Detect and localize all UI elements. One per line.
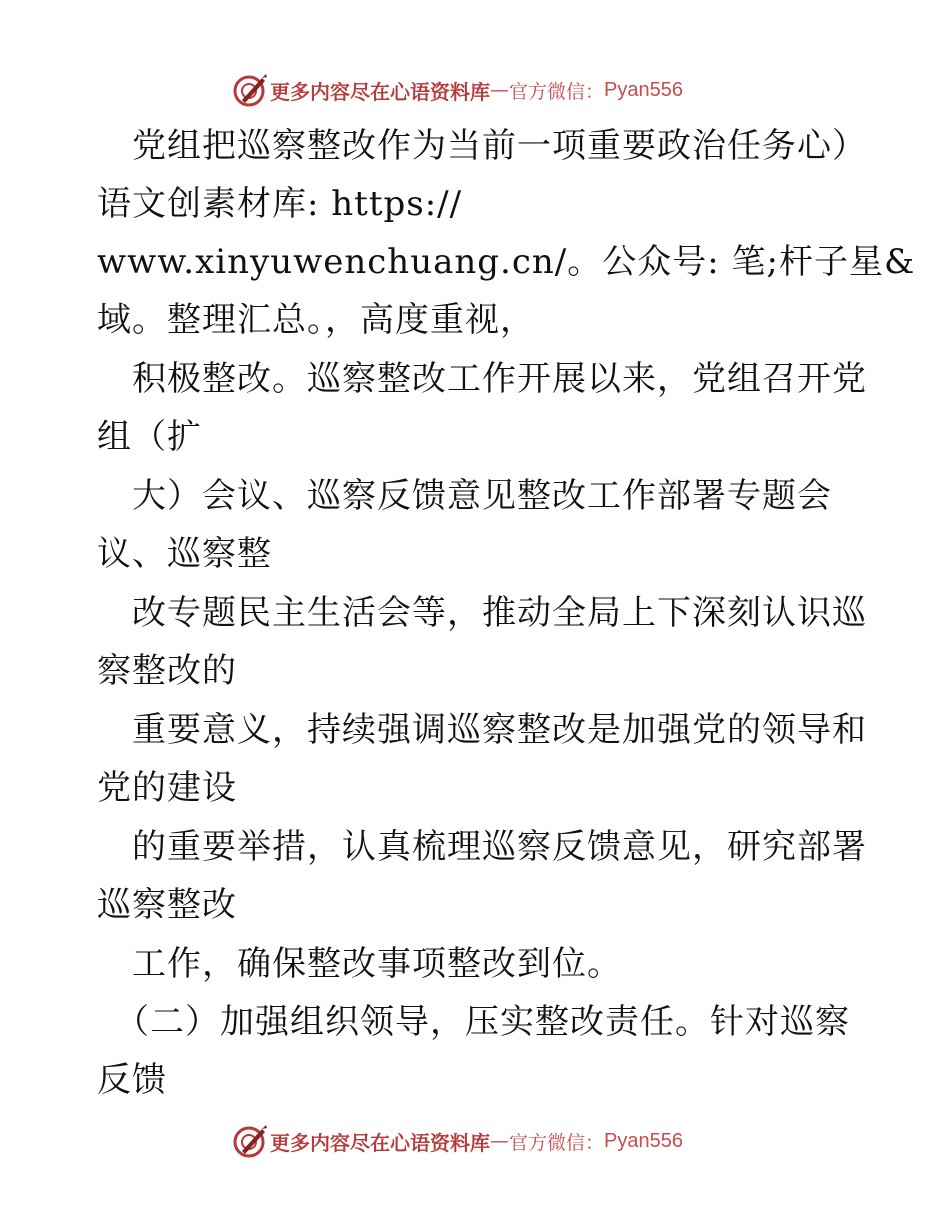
text-line: （二）加强组织领导，压实整改责任。针对巡察 xyxy=(97,1002,850,1042)
text-line: 议、巡察整 xyxy=(97,534,272,574)
text-line: 察整改的 xyxy=(97,651,237,691)
text-line: 巡察整改 xyxy=(97,885,237,925)
pen-logo-icon xyxy=(232,1123,268,1159)
text-line: 大）会议、巡察反馈意见整改工作部署专题会 xyxy=(97,476,832,516)
footer-watermark-banner xyxy=(232,1121,683,1161)
text-line: 的重要举措，认真梳理巡察反馈意见，研究部署 xyxy=(97,827,867,867)
text-line: 党组把巡察整改作为当前一项重要政治任务心） xyxy=(97,126,867,166)
banner-sub-text: 官方微信： xyxy=(509,80,605,103)
banner-dash: — xyxy=(490,79,509,101)
text-line: 党的建设 xyxy=(97,768,237,808)
banner-main-text: 更多内容尽在心语资料库 xyxy=(270,1130,490,1155)
banner-wechat-id: Pyan556 xyxy=(604,78,683,101)
text-line: 工作，确保整改事项整改到位。 xyxy=(97,944,622,984)
banner-sub-text: 官方微信： xyxy=(509,1131,605,1154)
banner-wechat-id: Pyan556 xyxy=(604,1129,683,1152)
text-line: www.xinyuwenchuang.cn/。公众号: 笔;杆子星& xyxy=(97,242,916,282)
text-line: 域。整理汇总。，高度重视， xyxy=(97,300,535,340)
text-line: 改专题民主生活会等，推动全局上下深刻认识巡 xyxy=(97,593,867,633)
text-line: 组（扩 xyxy=(97,417,202,457)
banner-dash: — xyxy=(490,1130,509,1152)
text-line: 重要意义，持续强调巡察整改是加强党的领导和 xyxy=(97,710,867,750)
banner-main-text: 更多内容尽在心语资料库 xyxy=(270,79,490,104)
header-watermark-banner xyxy=(232,70,683,110)
text-line: 积极整改。巡察整改工作开展以来，党组召开党 xyxy=(97,359,867,399)
pen-logo-icon xyxy=(232,72,268,108)
text-line: 语文创素材库: https:// xyxy=(97,184,463,224)
text-line: 反馈 xyxy=(97,1060,167,1100)
